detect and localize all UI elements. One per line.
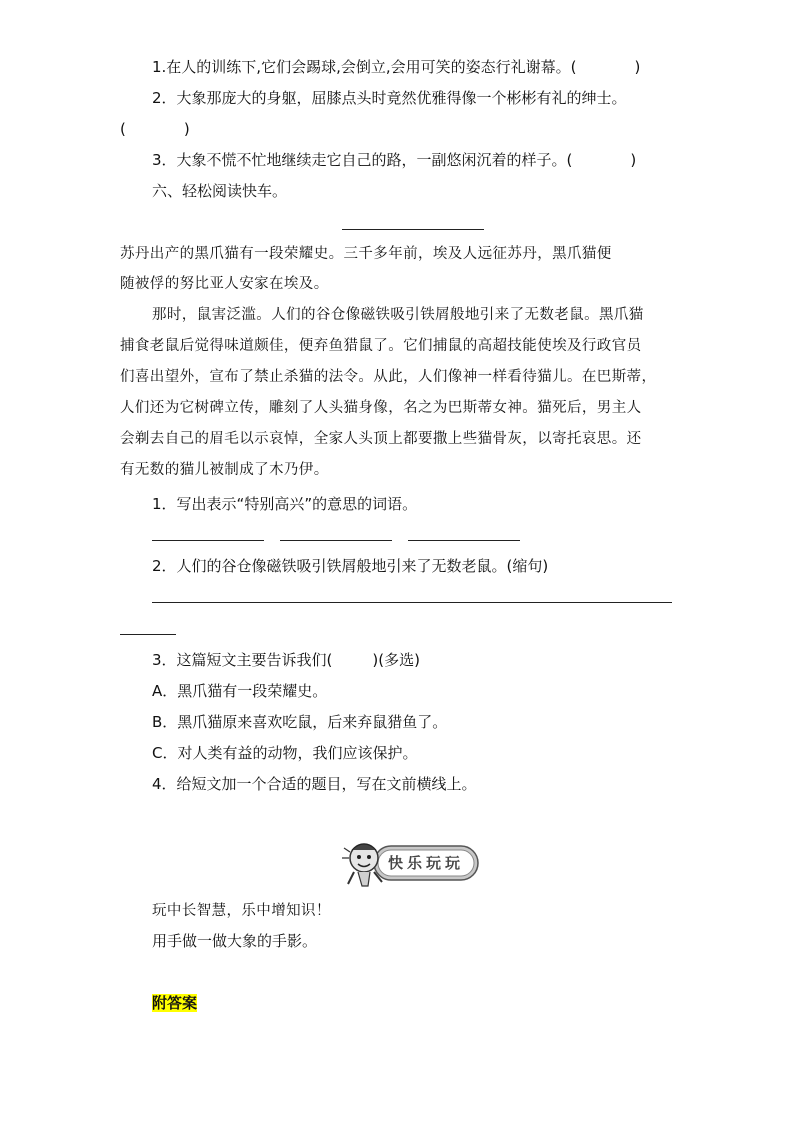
fun-logo xyxy=(340,838,482,888)
title-blank-line xyxy=(342,229,484,230)
option-b: B．黑爪猫原来喜欢吃鼠，后来弃鼠猎鱼了。 xyxy=(152,713,448,731)
option-c: C．对人类有益的动物，我们应该保护。 xyxy=(152,744,418,762)
passage-line: 人们还为它树碑立传，雕刻了人头猫身像，名之为巴斯蒂女神。猫死后，男主人 xyxy=(120,400,642,416)
passage-line: 那时，鼠害泛滥。人们的谷仓像磁铁吸引铁屑般地引来了无数老鼠。黑爪猫 xyxy=(152,307,644,323)
answer-line-cont xyxy=(120,634,176,635)
fun-task: 用手做一做大象的手影。 xyxy=(152,932,318,950)
answer-blank-3 xyxy=(408,540,520,541)
question-5-2: 2．大象那庞大的身躯，屈膝点头时竟然优雅得像一个彬彬有礼的绅士。 xyxy=(152,89,627,107)
question-6-3: 3．这篇短文主要告诉我们( )(多选) xyxy=(152,651,420,669)
question-5-2-paren: ( ) xyxy=(120,120,190,138)
passage-line: 会剃去自己的眉毛以示哀悼，全家人头顶上都要撒上些猫骨灰，以寄托哀思。还 xyxy=(120,431,642,447)
question-6-1: 1．写出表示“特别高兴”的意思的词语。 xyxy=(152,495,418,513)
answer-blank-2 xyxy=(280,540,392,541)
section-6-heading: 六、轻松阅读快车。 xyxy=(152,182,288,200)
fun-slogan: 玩中长智慧，乐中增知识！ xyxy=(152,903,331,919)
answer-label: 附答案 xyxy=(152,994,198,1012)
passage-line: 有无数的猫儿被制成了木乃伊。 xyxy=(120,462,329,478)
question-5-1: 1.在人的训练下,它们会踢球,会倒立,会用可笑的姿态行礼谢幕。( ) xyxy=(152,58,641,76)
answer-blank-1 xyxy=(152,540,264,541)
question-6-2: 2．人们的谷仓像磁铁吸引铁屑般地引来了无数老鼠。(缩句) xyxy=(152,557,549,575)
question-5-3: 3．大象不慌不忙地继续走它自己的路，一副悠闲沉着的样子。( ) xyxy=(152,151,637,169)
passage-line: 捕食老鼠后觉得味道颇佳，便弃鱼猎鼠了。它们捕鼠的高超技能使埃及行政官员 xyxy=(120,338,642,354)
fun-logo-text: 快乐玩玩 xyxy=(387,854,464,872)
passage-line: 苏丹出产的黑爪猫有一段荣耀史。三千多年前，埃及人远征苏丹，黑爪猫便 xyxy=(120,246,612,262)
passage-line: 们喜出望外，宣布了禁止杀猫的法令。从此，人们像神一样看待猫儿。在巴斯蒂， xyxy=(120,369,657,385)
option-a: A．黑爪猫有一段荣耀史。 xyxy=(152,682,328,700)
answer-line xyxy=(152,602,672,603)
question-6-4: 4．给短文加一个合适的题目，写在文前横线上。 xyxy=(152,775,477,793)
passage-line: 随被俘的努比亚人安家在埃及。 xyxy=(120,276,329,292)
